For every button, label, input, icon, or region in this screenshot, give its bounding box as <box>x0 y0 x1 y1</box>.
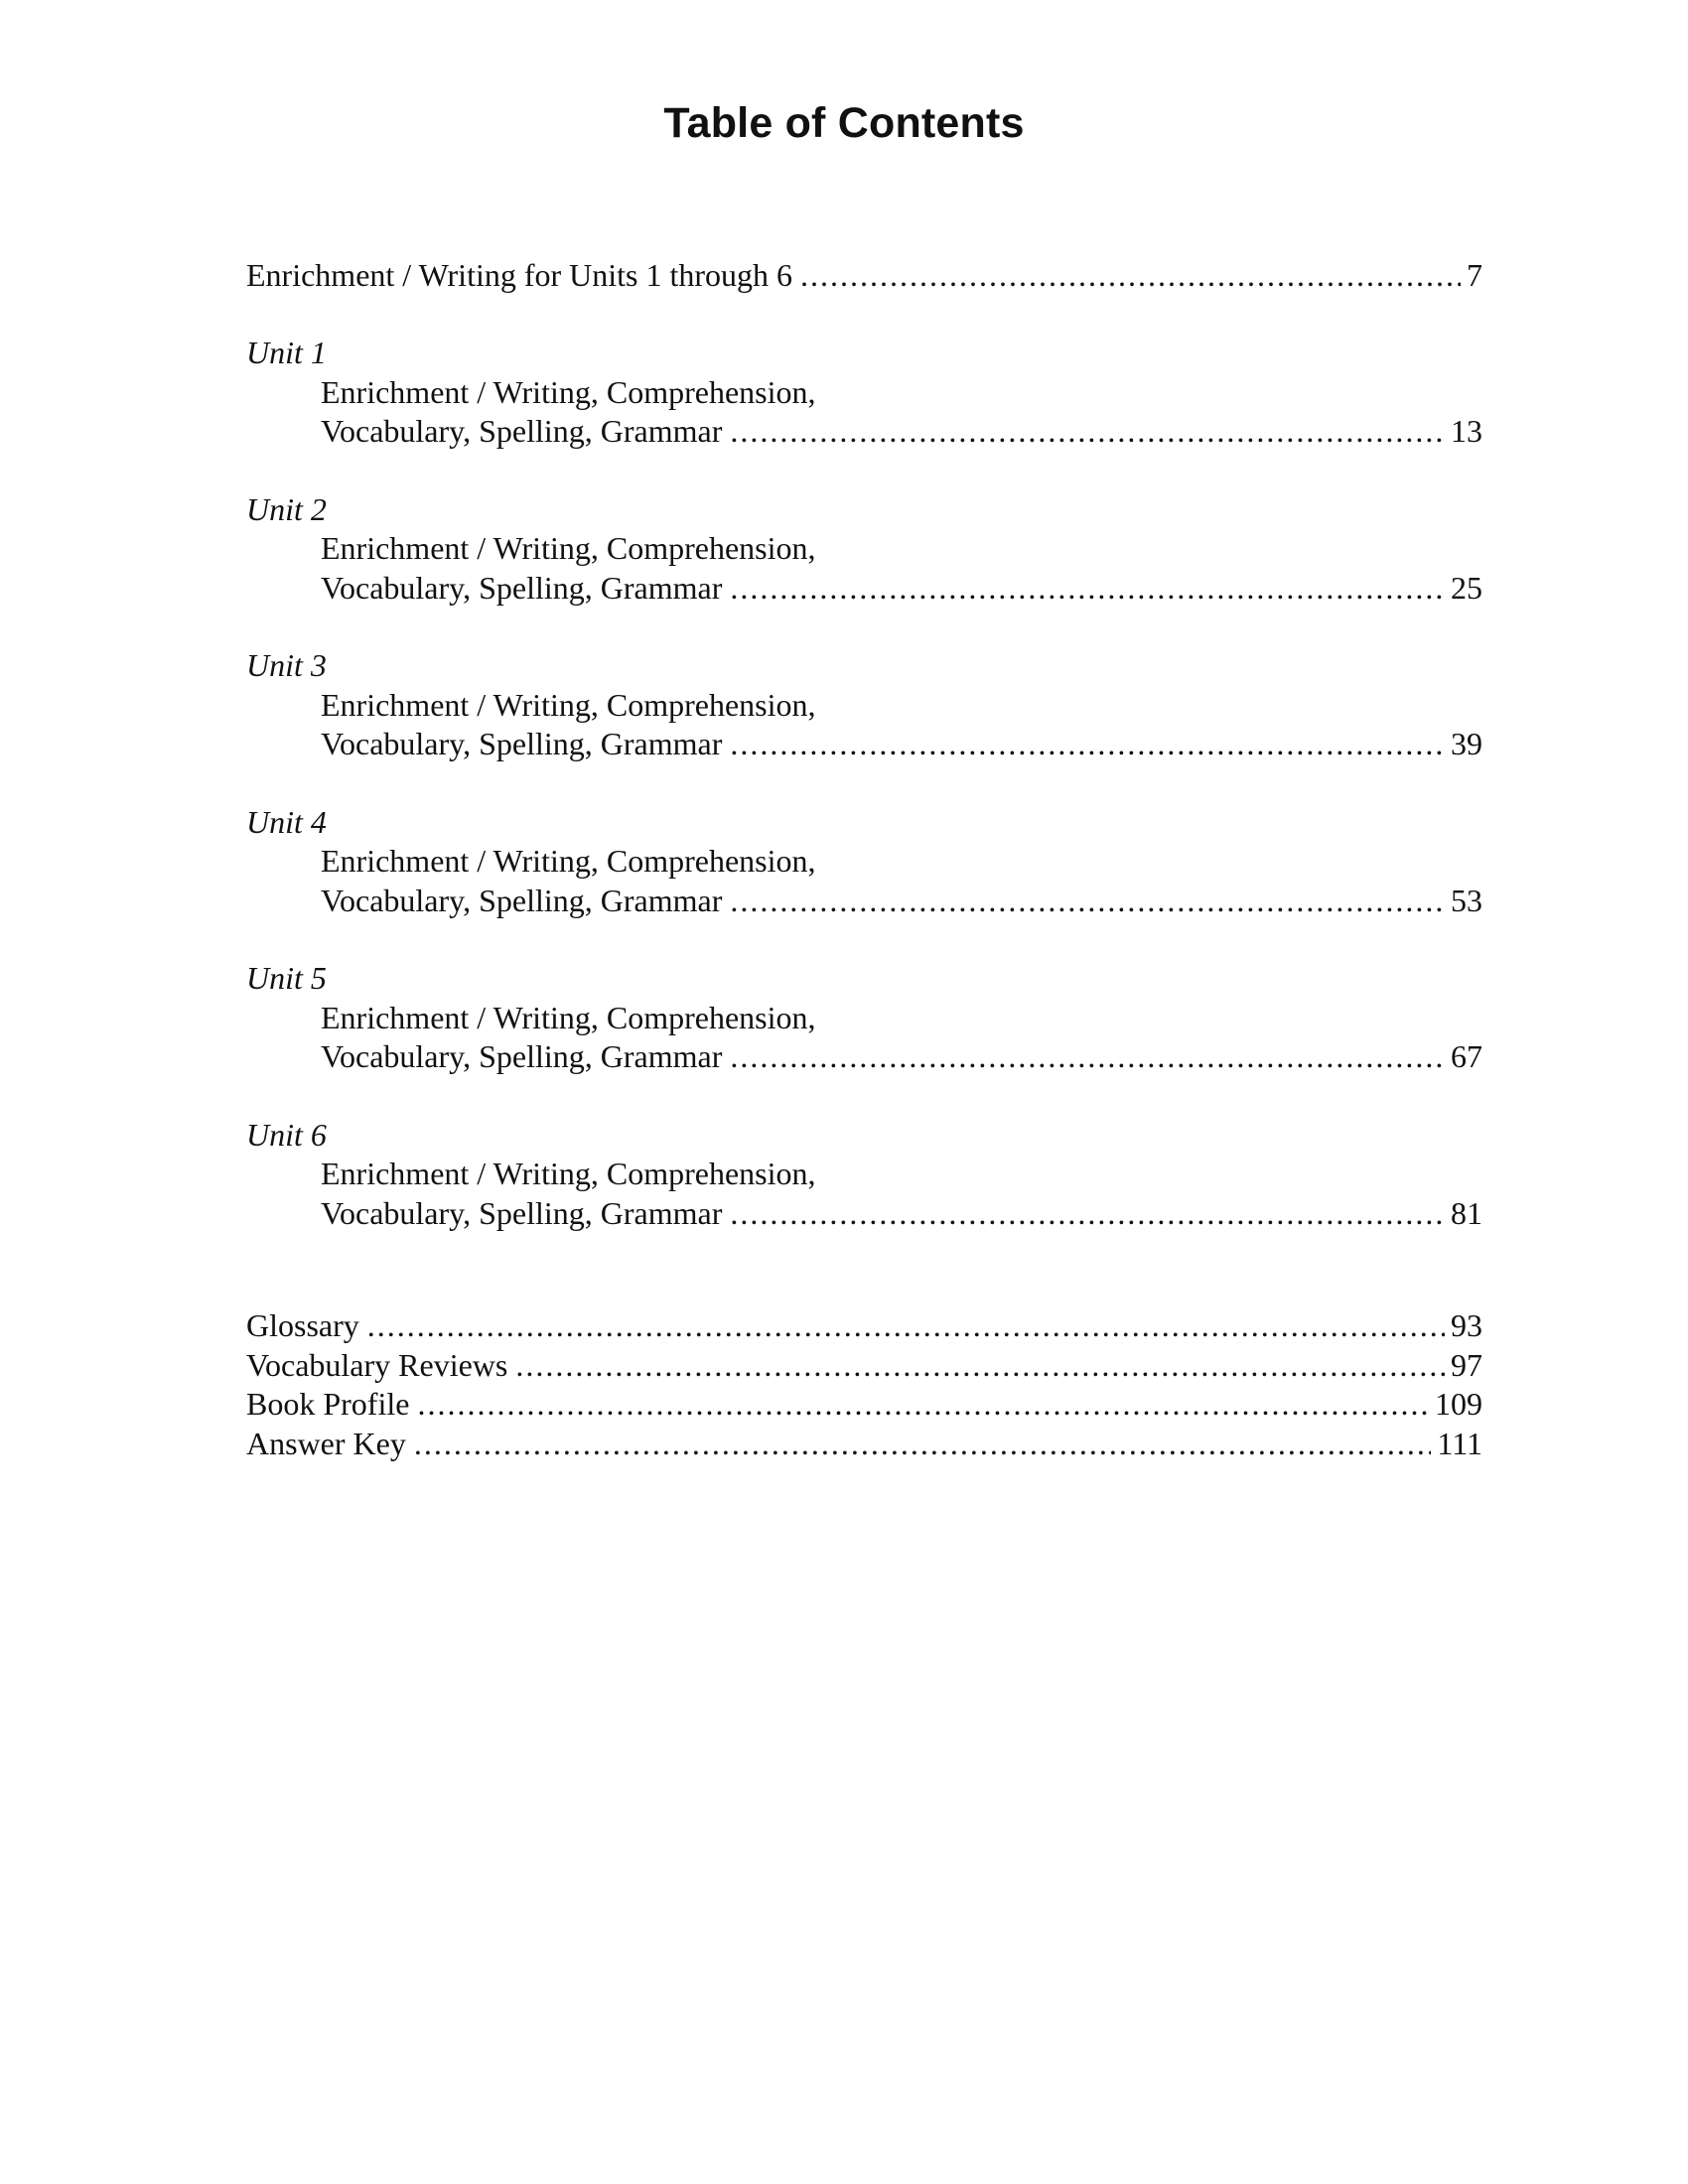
toc-unit-1 <box>246 334 1482 452</box>
toc-entry-label: Vocabulary Reviews <box>246 1346 508 1383</box>
toc-entry-label: Book Profile <box>246 1386 410 1422</box>
page-title: Table of Contents <box>663 99 1025 147</box>
unit-heading: Unit 6 <box>246 1116 327 1153</box>
unit-heading: Unit 4 <box>246 803 327 840</box>
toc-unit-5 <box>246 959 1482 1077</box>
toc-entry-glossary <box>246 1306 1482 1346</box>
toc-entry <box>321 1037 1482 1077</box>
unit-line-1: Enrichment / Writing, Comprehension, <box>321 999 816 1035</box>
dot-leader <box>730 725 1445 764</box>
toc-unit-4 <box>246 803 1482 921</box>
dot-leader <box>800 256 1461 296</box>
toc-entry-page: 67 <box>1451 1038 1482 1074</box>
unit-body <box>246 373 1482 452</box>
unit-line-2: Vocabulary, Spelling, Grammar <box>321 413 723 449</box>
toc-entry-label: Glossary <box>246 1307 359 1343</box>
dot-leader <box>414 1425 1432 1464</box>
toc-units-section <box>246 334 1482 1272</box>
toc-entry-intro <box>246 256 1482 296</box>
toc-entry <box>321 725 1482 764</box>
unit-line-1: Enrichment / Writing, Comprehension, <box>321 1156 816 1191</box>
dot-leader <box>515 1346 1445 1386</box>
toc-entry-page: 53 <box>1451 882 1482 918</box>
toc-entry-page: 81 <box>1451 1194 1482 1231</box>
dot-leader <box>730 1037 1445 1077</box>
toc-entry <box>321 412 1482 452</box>
toc-entry-page: 97 <box>1451 1346 1482 1383</box>
unit-heading: Unit 2 <box>246 490 327 527</box>
unit-body <box>246 529 1482 608</box>
toc-entry-vocabulary-reviews <box>246 1346 1482 1386</box>
dot-leader <box>730 1194 1445 1234</box>
toc-unit-2 <box>246 490 1482 609</box>
dot-leader <box>730 412 1445 452</box>
unit-line-2: Vocabulary, Spelling, Grammar <box>321 1194 723 1231</box>
toc-entry <box>321 882 1482 921</box>
toc-entry-answer-key <box>246 1425 1482 1464</box>
dot-leader <box>730 569 1445 609</box>
unit-body <box>246 686 1482 764</box>
toc-entry-page: 111 <box>1437 1425 1482 1461</box>
unit-heading: Unit 1 <box>246 335 327 370</box>
unit-heading: Unit 5 <box>246 960 327 996</box>
unit-line-2: Vocabulary, Spelling, Grammar <box>321 1038 723 1074</box>
toc-entry-book-profile <box>246 1385 1482 1425</box>
toc-unit-6 <box>246 1116 1482 1234</box>
dot-leader <box>417 1385 1429 1425</box>
toc-entry-page: 13 <box>1451 413 1482 449</box>
toc-entry-page: 39 <box>1451 726 1482 761</box>
toc-entry <box>321 569 1482 609</box>
unit-line-2: Vocabulary, Spelling, Grammar <box>321 882 723 918</box>
dot-leader <box>730 882 1445 921</box>
unit-line-2: Vocabulary, Spelling, Grammar <box>321 726 723 761</box>
unit-body <box>246 999 1482 1077</box>
unit-line-1: Enrichment / Writing, Comprehension, <box>321 843 816 879</box>
toc-entry-label: Enrichment / Writing for Units 1 through 6 <box>246 257 793 293</box>
toc-entry-page: 25 <box>1451 569 1482 606</box>
unit-line-1: Enrichment / Writing, Comprehension, <box>321 530 816 566</box>
unit-line-1: Enrichment / Writing, Comprehension, <box>321 686 816 723</box>
unit-line-1: Enrichment / Writing, Comprehension, <box>321 373 816 410</box>
toc-entry-label: Answer Key <box>246 1425 406 1461</box>
toc-entry <box>321 1194 1482 1234</box>
toc-unit-3 <box>246 646 1482 764</box>
toc-back-matter-section <box>246 1306 1482 1463</box>
unit-body <box>246 842 1482 920</box>
toc-entry-page: 93 <box>1451 1307 1482 1343</box>
toc-entry-page: 109 <box>1435 1386 1482 1422</box>
unit-body <box>246 1155 1482 1233</box>
toc-intro-section <box>246 256 1482 296</box>
unit-line-2: Vocabulary, Spelling, Grammar <box>321 569 723 606</box>
dot-leader <box>367 1306 1445 1346</box>
unit-heading: Unit 3 <box>246 647 327 683</box>
toc-entry-page: 7 <box>1467 257 1482 293</box>
